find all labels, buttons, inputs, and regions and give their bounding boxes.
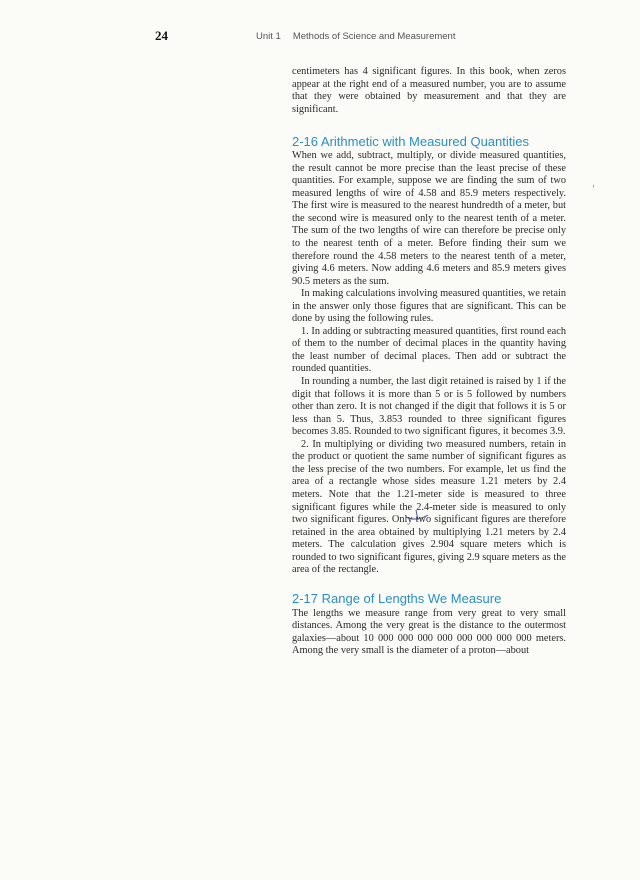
pencil-annotation-icon <box>404 506 430 522</box>
paragraph: In making calculations involving measured quantities, we retain in the answer only those figures that are significant. This can be done by using the following rules. <box>292 288 566 325</box>
section-heading-2-16: 2-16 Arithmetic with Measured Quantities <box>292 134 529 150</box>
paragraph: In rounding a number, the last digit retained is raised by 1 if the digit that follows it is more than 5 or is 5 followed by numbers other than zero. It is not changed if the digit that follows it is 5 or less than 5. Thus, 3.853 rounded to three significant figures becomes 3.85. Rounded to two significant figures, it becomes 3.9. <box>292 376 566 438</box>
rule-1-paragraph: 1. In adding or subtracting measured quantities, first round each of them to the number of decimal places in the quantity having the least number of decimal places. Then add or subtract the rounded quantities. <box>292 325 566 375</box>
paragraph: The lengths we measure range from very great to very small distances. Among the very great is the distance to the outermost galaxies—about 10 000 000 000 000 000 000 000 000 meters. Among the very small is the diameter of a proton—about <box>292 607 566 657</box>
running-head <box>256 31 455 42</box>
page-header <box>0 0 640 60</box>
rule-2-paragraph: 2. In multiplying or dividing two measured numbers, retain in the product or quotient the same number of significant figures as the less precise of the two numbers. For example, let us find the area of a rectangle whose sides measure 1.21 meters by 2.4 meters. Note that the 1.21-meter side is measured to three significant figures while the 2.4-meter side is measured to only two significant figures. Only two significant figures are therefore retained in the area obtained by multiplying 1.21 meters by 2.4 meters. The calculation gives 2.904 square meters which is rounded to two significant figures, giving 2.9 square meters as the area of the rectangle. <box>292 438 566 576</box>
text-column <box>292 66 566 658</box>
intro-paragraph: centimeters has 4 significant figures. In this book, when zeros appear at the right end of a measured number, you are to assume that they were obtained by measurement and that they are significant. <box>292 66 566 115</box>
paragraph: When we add, subtract, multiply, or divide measured quantities, the result cannot be more precise than the least precise of these quantities. For example, suppose we are finding the sum of two measured lengths of wire of 4.58 and 85.9 meters respectively. The first wire is measured to the nearest hundredth of a meter, but the second wire is measured only to the nearest tenth of a meter. The sum of the two lengths of wire can therefore be precise only to the nearest tenth of a meter. Before finding their sum we therefore round the 4.58 meters to the nearest tenth of a meter, giving 4.6 meters. Now adding 4.6 meters and 85.9 meters gives 90.5 meters as the sum. <box>292 150 566 287</box>
page-number: 24 <box>155 28 168 43</box>
margin-mark-icon: ‘ <box>592 183 595 193</box>
unit-label: Unit 1 <box>256 31 281 42</box>
section-heading-2-17: 2-17 Range of Lengths We Measure <box>292 590 502 606</box>
unit-title: Methods of Science and Measurement <box>292 31 456 42</box>
